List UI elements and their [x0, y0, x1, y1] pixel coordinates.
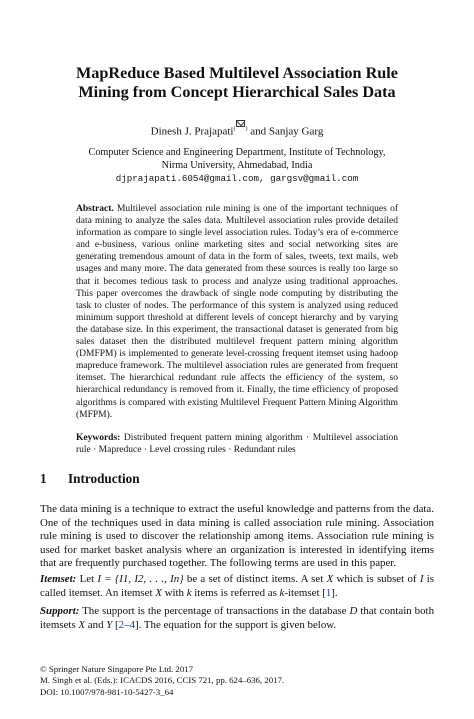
citation-link[interactable]: 2–4: [118, 618, 136, 631]
corresponding-author-mark: ( ): [233, 126, 247, 132]
support-definition: Support: The support is the percentage of transactions in the database D that contain both itemsets X and Y [2–4]. The equation for the support is given below.: [40, 605, 435, 631]
section-number: 1: [40, 471, 47, 486]
keywords: [76, 432, 398, 456]
itemset-set-notation: I = {I1, I2, . . ., In}: [97, 573, 184, 585]
keywords-text: Distributed frequent pattern mining algorithm · Multilevel association rule · Mapreduce · Level crossing rules · Redundant rules: [76, 433, 398, 456]
author-join: and: [247, 125, 269, 138]
author-1: Dinesh J. Prajapati: [150, 125, 234, 138]
abstract: [76, 203, 398, 421]
support-term: Support:: [40, 605, 80, 617]
envelope-icon: [236, 120, 245, 127]
author-line: [40, 120, 434, 139]
proceedings-line: M. Singh et al. (Eds.): ICACDS 2016, CCIS 721, pp. 624–636, 2017.: [40, 675, 285, 686]
intro-paragraph-1: The data mining is a technique to extract the useful knowledge and patterns from the data. One of the techniques used in data mining is called association rule mining. Association rule mining is used to discover the relationship among items. Association rule mining is used for market basket analysis where an organization is interested in identifying items that are frequently purchased together. The following terms are used in this paper.: [40, 503, 434, 570]
author-2: Sanjay Garg: [268, 125, 324, 138]
itemset-term: Itemset:: [40, 573, 77, 585]
doi-line: DOI: 10.1007/978-981-10-5427-3_64: [40, 686, 174, 697]
paper-title: [40, 64, 434, 102]
citation-link[interactable]: 1: [325, 586, 332, 599]
copyright-line: © Springer Nature Singapore Pte Ltd. 2017: [40, 664, 194, 674]
section-heading-introduction: [40, 471, 434, 487]
itemset-definition: Itemset: Let I = {I1, I2, . . ., In} be a set of distinct items. A set X which is subset of I is called itemset. An itemset X with k items is referred as k-itemset [1].: [40, 573, 434, 599]
title-line-1: MapReduce Based Multilevel Association Rule: [76, 64, 398, 82]
title-line-2: Mining from Concept Hierarchical Sales Data: [78, 83, 396, 101]
author-emails: djprajapati.6054@gmail.com, gargsv@gmail.com: [115, 173, 359, 184]
copyright-footer: [40, 664, 434, 698]
abstract-label: Abstract.: [76, 204, 114, 214]
affiliation-line-2: Nirma University, Ahmedabad, India: [161, 160, 313, 171]
affiliation-line-1: Computer Science and Engineering Department, Institute of Technology,: [88, 147, 386, 158]
section-title: Introduction: [68, 471, 140, 486]
abstract-text: Multilevel association rule mining is one of the important techniques of data mining to analyze the sales data. Multilevel association rules provide detailed information as compare to single level association rules. Today’s era of e-commerce and e-business, various online marketing sites and social networking sites are generating tremendous amount of data in the form of sales, tweets, text mails, web usages and many more. The data generated from these sources is really too large so that it becomes tedious task to process and analyze using traditional approaches. This paper overcomes the drawback of single node computing by distributing the task to cluster of nodes. The performance of this system is analyzed using reduced minimum support threshold at different levels of concept hierarchy and by varying the database size. In this experiment, the transactional dataset is generated from big sales dataset then the distributed multilevel frequent pattern mining algorithm (DMFPM) is implemented to generate level-crossing frequent itemset using hadoop mapreduce framework. The multilevel association rules are generated from frequent itemset. The hierarchical redundant rule affects the efficiency of the system, so hierarchical redundancy is removed from it. Finally, the time efficiency of proposed algorithms is compared with existing Multilevel Frequent Pattern Mining Algorithm (MFPM).: [76, 204, 398, 420]
affiliation-block: [40, 146, 434, 185]
keywords-label: Keywords:: [76, 433, 121, 443]
